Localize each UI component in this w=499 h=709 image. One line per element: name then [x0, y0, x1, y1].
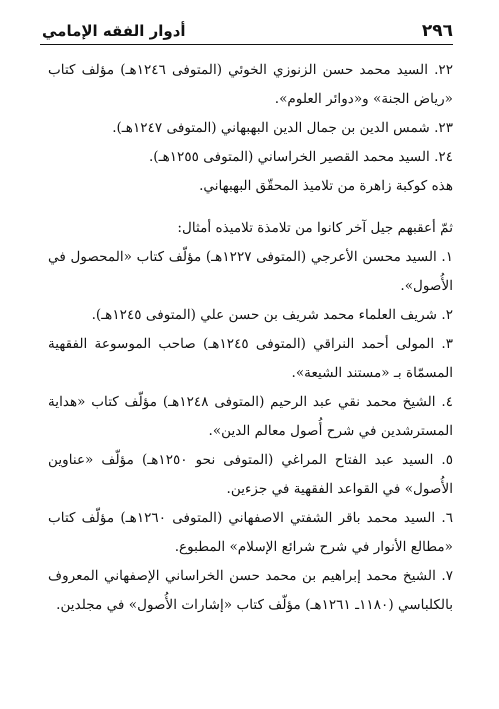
list-item: ٢٤. السيد محمد القصير الخراساني (المتوفى ١٢٥٥هـ). [148, 149, 453, 165]
list-item: ٤. الشيخ محمد نقي عبد الرحيم (المتوفى ١٢٤٨هـ) مؤلّف كتاب «هداية المسترشدين في شرح أُصول معالم الدين». [48, 394, 454, 439]
running-title: أدوار الفقه الإمامي [42, 22, 186, 40]
running-head [42, 20, 453, 42]
intro-paragraph: ثمّ أعقبهم جيل آخر كانوا من تلامذة تلاميذه أمثال: [177, 220, 453, 236]
page-number: ٢٩٦ [421, 21, 453, 41]
list-item: ٧. الشيخ محمد إبراهيم بن محمد حسن الخراساني الإصفهاني المعروف بالكلباسي (١١٨٠ـ ١٢٦١هـ) مؤلّف كتاب «إشارات الأُصول» في مجلدين. [48, 568, 453, 613]
list-item: ٢٣. شمس الدين بن جمال الدين البهبهاني (المتوفى ١٢٤٧هـ). [112, 120, 453, 136]
list-item: ٥. السيد عبد الفتاح المراغي (المتوفى نحو ١٢٥٠هـ) مؤلّف «عناوين الأُصول» في القواعد الفقهية في جزءين. [48, 452, 454, 497]
list-item: ١. السيد محسن الأعرجي (المتوفى ١٢٢٧هـ) مؤلّف كتاب «المحصول في الأُصول». [48, 249, 453, 294]
closing-paragraph: هذه كوكبة زاهرة من تلاميذ المحقّق البهبهاني. [199, 178, 453, 194]
list-item: ٣. المولى أحمد النراقي (المتوفى ١٢٤٥هـ) صاحب الموسوعة الفقهية المسمّاة بـ «مستند الشيعة». [48, 336, 453, 381]
list-item: ٢. شريف العلماء محمد شريف بن حسن علي (المتوفى ١٢٤٥هـ). [91, 307, 453, 323]
header-rule [40, 44, 453, 45]
paragraph-gap [48, 201, 453, 214]
page-body [48, 56, 453, 620]
list-item: ٢٢. السيد محمد حسن الزنوزي الخوئي (المتوفى ١٢٤٦هـ) مؤلف كتاب «رياض الجنة» و«دوائر العلوم». [48, 62, 453, 107]
list-item: ٦. السيد محمد باقر الشفتي الاصفهاني (المتوفى ١٢٦٠هـ) مؤلّف كتاب «مطالع الأنوار في شرح شرائع الإسلام» المطبوع. [48, 510, 453, 555]
